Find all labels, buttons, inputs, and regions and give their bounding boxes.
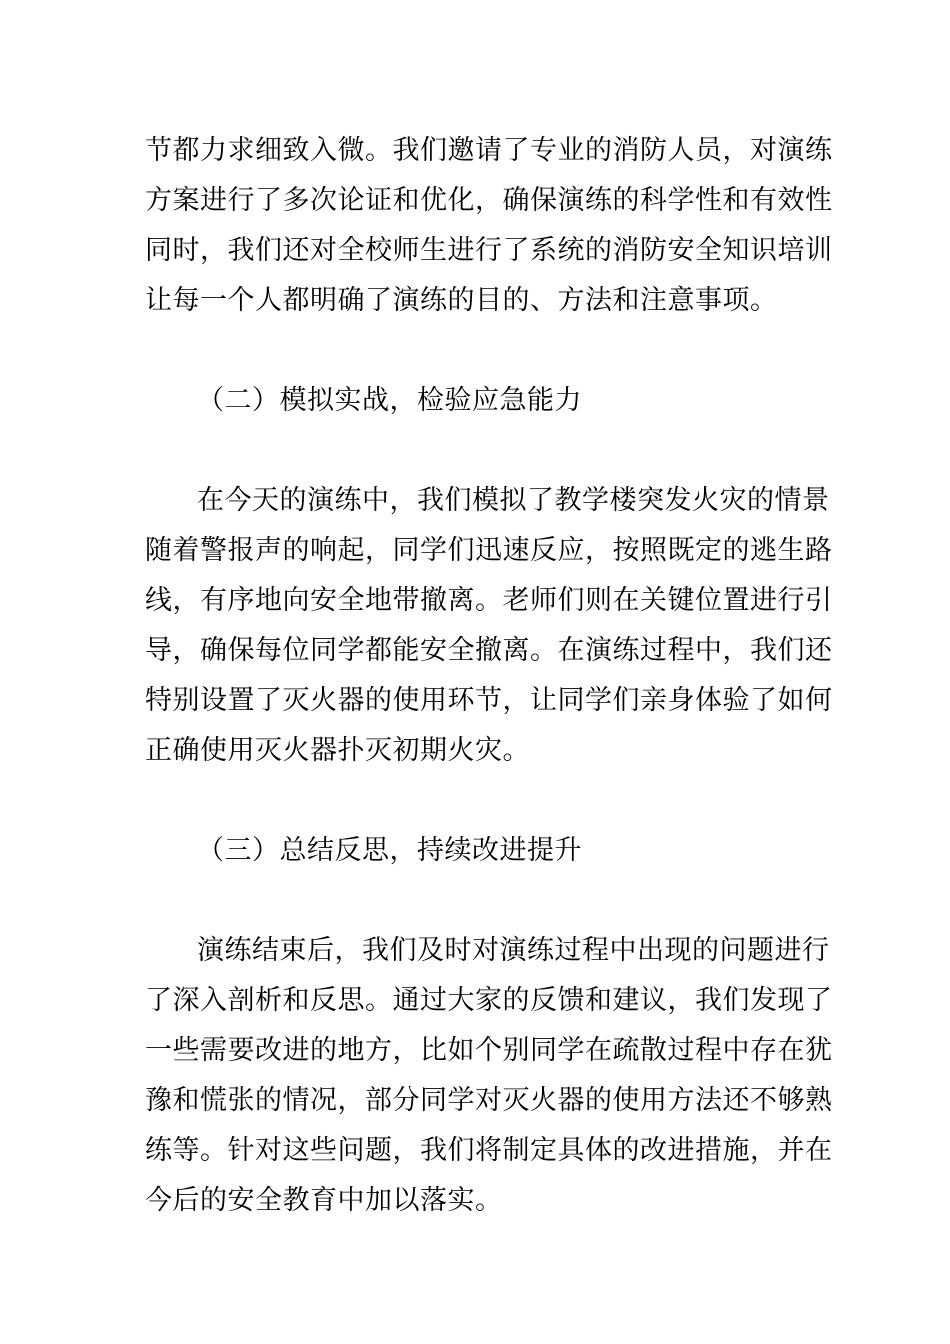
paragraph-line: 同时，我们还对全校师生进行了系统的消防安全知识培训 [145,235,833,266]
paragraph-line: 演练结束后，我们及时对演练过程中出现的问题进行 [197,935,830,966]
paragraph-line: 正确使用灭火器扑灭初期火灾。 [145,735,530,766]
paragraph-line: 随着警报声的响起，同学们迅速反应，按照既定的逃生路 [145,535,833,566]
paragraph-line: 豫和慌张的情况，部分同学对灭火器的使用方法还不够熟 [145,1085,833,1116]
section-heading: （二）模拟实战，检验应急能力 [197,385,582,416]
paragraph-line: 节都力求细致入微。我们邀请了专业的消防人员，对演练 [145,135,833,166]
paragraph-line: 让每一个人都明确了演练的目的、方法和注意事项。 [145,285,778,316]
paragraph-line: 今后的安全教育中加以落实。 [145,1185,503,1216]
section-heading: （三）总结反思，持续改进提升 [197,835,582,866]
paragraph-line: 特别设置了灭火器的使用环节，让同学们亲身体验了如何 [145,685,833,716]
paragraph-line: 了深入剖析和反思。通过大家的反馈和建议，我们发现了 [145,985,833,1016]
paragraph-line: 线，有序地向安全地带撤离。老师们则在关键位置进行引 [145,585,833,616]
paragraph-line: 一些需要改进的地方，比如个别同学在疏散过程中存在犹 [145,1035,833,1066]
paragraph-line: 导，确保每位同学都能安全撤离。在演练过程中，我们还 [145,635,833,666]
paragraph-line: 方案进行了多次论证和优化，确保演练的科学性和有效性 [145,185,833,216]
paragraph-line: 在今天的演练中，我们模拟了教学楼突发火灾的情景 [197,485,830,516]
paragraph-line: 练等。针对这些问题，我们将制定具体的改进措施，并在 [145,1135,833,1166]
